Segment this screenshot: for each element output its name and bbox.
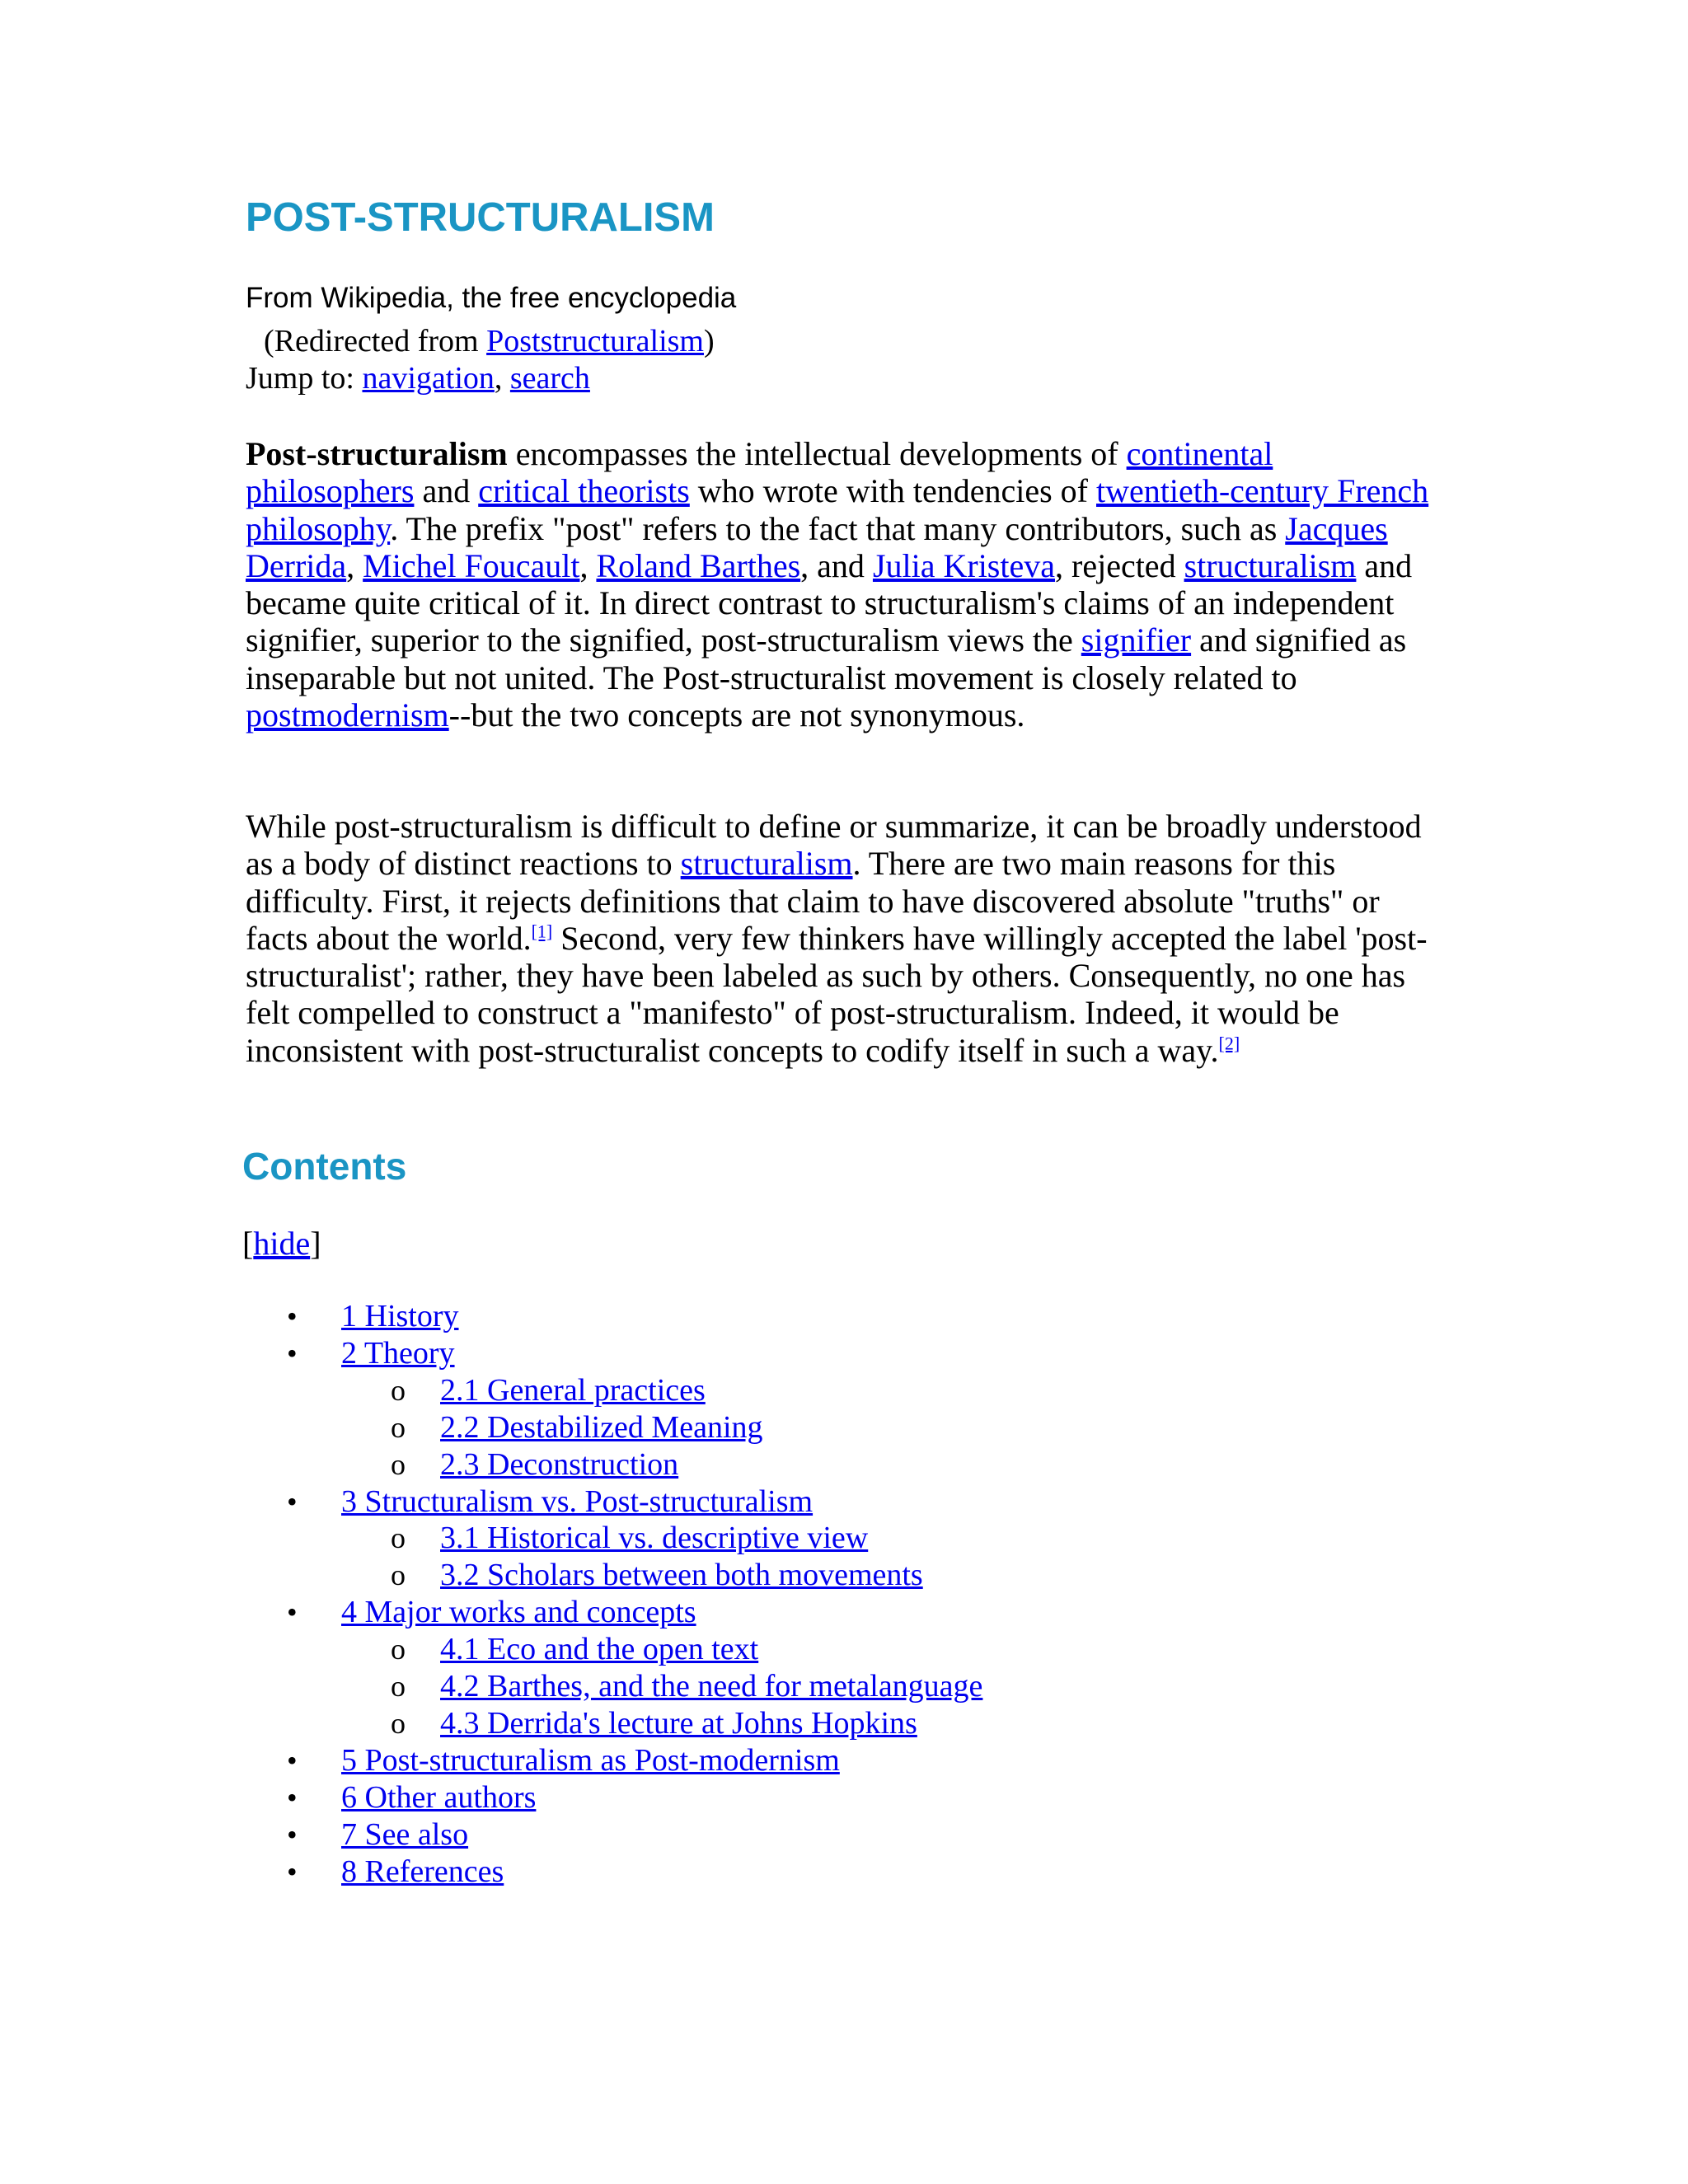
toggle-bracket-close: ] — [310, 1225, 321, 1262]
link-julia-kristeva[interactable]: Julia Kristeva — [872, 546, 1055, 584]
toc-item-see-also — [246, 1816, 982, 1854]
redirect-notice — [264, 323, 715, 359]
toc-item-theory — [246, 1335, 982, 1372]
toc-item-references — [246, 1854, 982, 1891]
toggle-bracket-open: [ — [242, 1225, 254, 1262]
reference-link-1[interactable]: [1] — [531, 921, 553, 942]
intro-text: , — [346, 546, 363, 584]
link-structuralism[interactable]: structuralism — [1184, 546, 1357, 584]
bullet-icon: • — [287, 1484, 298, 1518]
intro-text: and — [414, 472, 479, 510]
redirect-link[interactable]: Poststructuralism — [486, 324, 704, 359]
toc-subitem-eco — [246, 1631, 982, 1668]
source-line: From Wikipedia, the free encyclopedia — [246, 282, 737, 314]
intro-text: encompasses the intellectual developments of — [507, 435, 1127, 472]
jump-separator: , — [494, 361, 510, 396]
bullet-icon: • — [287, 1743, 298, 1777]
circle-bullet-icon: o — [391, 1633, 406, 1666]
toc-subitem-deconstruction — [246, 1446, 982, 1483]
toc-link[interactable]: 2.2 Destabilized Meaning — [440, 1409, 763, 1445]
intro-text: --but the two concepts are not synonymous. — [448, 696, 1025, 734]
toc-subitem-barthes — [246, 1668, 982, 1705]
jump-label: Jump to: — [246, 361, 363, 396]
toc-item-major-works — [246, 1594, 982, 1631]
toc-link[interactable]: 4.2 Barthes, and the need for metalanguage — [440, 1669, 983, 1704]
toc-item-history — [246, 1298, 982, 1335]
toc-link[interactable]: 2.3 Deconstruction — [440, 1446, 679, 1482]
toc-link[interactable]: 4 Major works and concepts — [341, 1595, 696, 1630]
toc-link[interactable]: 2 Theory — [341, 1335, 455, 1371]
bullet-icon: • — [287, 1336, 298, 1370]
bullet-icon: • — [287, 1596, 298, 1629]
circle-bullet-icon: o — [391, 1558, 406, 1592]
intro-text: , and — [800, 546, 873, 584]
circle-bullet-icon: o — [391, 1373, 406, 1407]
link-continental-philosophers[interactable]: continental philosophers — [246, 435, 1273, 510]
bullet-icon: • — [287, 1300, 298, 1333]
toc-link[interactable]: 1 History — [341, 1299, 459, 1333]
circle-bullet-icon: o — [391, 1706, 406, 1740]
bullet-icon: • — [287, 1780, 298, 1814]
link-roland-barthes[interactable]: Roland Barthes — [596, 546, 801, 584]
toc-link[interactable]: 3.2 Scholars between both movements — [440, 1558, 923, 1593]
toc-link[interactable]: 5 Post-structuralism as Post-modernism — [341, 1742, 840, 1778]
redirect-open: (Redirected from — [264, 324, 487, 359]
second-paragraph — [246, 808, 1449, 1069]
toc-toggle — [242, 1224, 321, 1263]
paragraph-text: . There are two main reasons for this difficulty. First, it rejects definitions that claim to have discovered absolute "truths" or facts about the world. — [246, 845, 1380, 957]
redirect-close: ) — [704, 324, 715, 359]
intro-text: who wrote with tendencies of — [689, 472, 1096, 510]
toc-subitem-scholars — [246, 1557, 982, 1594]
hide-toc-link[interactable]: hide — [253, 1225, 311, 1262]
toc-link[interactable]: 3 Structuralism vs. Post-structuralism — [341, 1483, 814, 1519]
intro-text: , — [579, 546, 597, 584]
toc-subitem-historical-view — [246, 1520, 982, 1557]
toc-subitem-general-practices — [246, 1372, 982, 1409]
toc-link[interactable]: 2.1 General practices — [440, 1372, 706, 1408]
jump-navigation-link[interactable]: navigation — [362, 361, 495, 396]
jump-to-line — [246, 360, 590, 396]
link-critical-theorists[interactable]: critical theorists — [478, 472, 690, 510]
toc-subitem-derrida-lecture — [246, 1705, 982, 1742]
link-michel-foucault[interactable]: Michel Foucault — [363, 546, 580, 584]
link-french-philosophy[interactable]: twentieth-century French philosophy — [246, 472, 1429, 547]
link-structuralism[interactable]: structuralism — [680, 845, 853, 883]
page-title: POST-STRUCTURALISM — [246, 195, 715, 240]
paragraph-text: Second, very few thinkers have willingly accepted the label 'post-structuralist'; rather, they have been labeled as such by others. Consequently, no one has felt compelled to construct a "manifesto" of post-structuralism. Indeed, it would be inconsistent with post-structuralist concepts to codify itself in such a way. — [246, 919, 1428, 1069]
link-postmodernism[interactable]: postmodernism — [246, 696, 449, 734]
link-jacques-derrida[interactable]: Jacques Derrida — [246, 509, 1388, 584]
toc-item-post-modernism — [246, 1742, 982, 1779]
toc-link[interactable]: 3.1 Historical vs. descriptive view — [440, 1521, 869, 1556]
bullet-icon: • — [287, 1854, 298, 1888]
intro-paragraph — [246, 435, 1449, 733]
table-of-contents — [246, 1298, 982, 1891]
toc-item-structuralism-vs-post — [246, 1483, 982, 1521]
circle-bullet-icon: o — [391, 1447, 406, 1481]
intro-text: and became quite critical of it. In direct contrast to structuralism's claims of an independent signifier, superior to the signified, post-structuralism views the — [246, 546, 1413, 659]
jump-search-link[interactable]: search — [509, 361, 590, 396]
circle-bullet-icon: o — [391, 1670, 406, 1704]
paragraph-text: While post-structuralism is difficult to define or summarize, it can be broadly understood as a body of distinct reactions to — [246, 808, 1422, 883]
circle-bullet-icon: o — [391, 1410, 406, 1444]
circle-bullet-icon: o — [391, 1521, 406, 1555]
toc-link[interactable]: 7 See also — [341, 1816, 469, 1852]
link-signifier[interactable]: signifier — [1081, 621, 1192, 659]
toc-link[interactable]: 8 References — [341, 1854, 504, 1889]
intro-bold-term: Post-structuralism — [246, 435, 508, 472]
toc-link[interactable]: 4.1 Eco and the open text — [440, 1632, 759, 1667]
toc-link[interactable]: 6 Other authors — [341, 1779, 537, 1815]
intro-text: , rejected — [1055, 546, 1184, 584]
toc-subitem-destabilized-meaning — [246, 1409, 982, 1446]
reference-link-2[interactable]: [2] — [1218, 1033, 1240, 1054]
intro-text: . The prefix "post" refers to the fact that many contributors, such as — [390, 509, 1286, 547]
toc-item-other-authors — [246, 1779, 982, 1816]
intro-text: and signified as inseparable but not united. The Post-structuralist movement is closely related to — [246, 621, 1407, 696]
bullet-icon: • — [287, 1817, 298, 1851]
toc-link[interactable]: 4.3 Derrida's lecture at Johns Hopkins — [440, 1705, 917, 1741]
contents-heading: Contents — [242, 1145, 407, 1188]
